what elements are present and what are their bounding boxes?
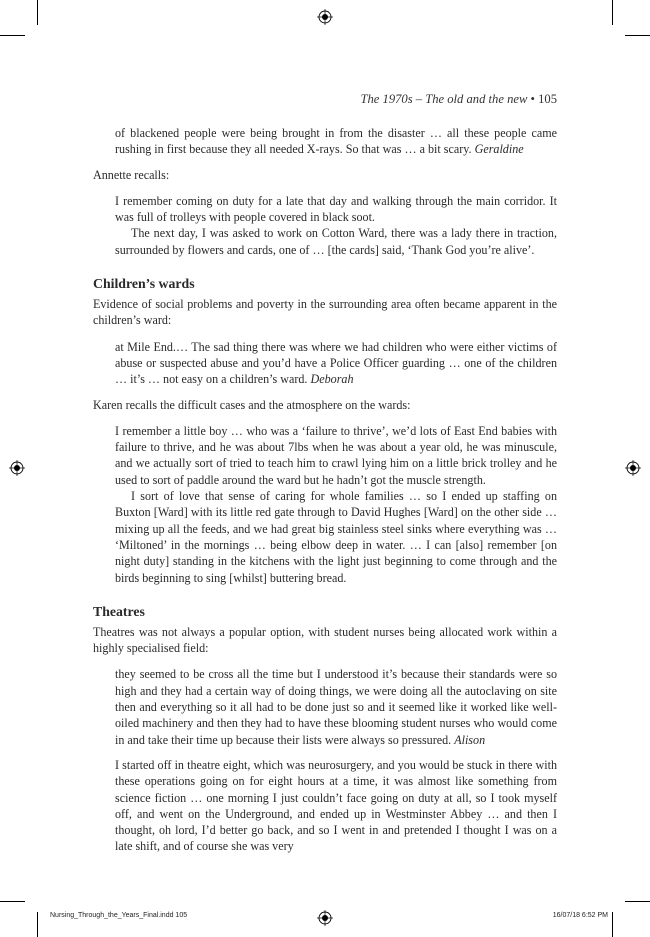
section-heading: Theatres xyxy=(93,603,145,619)
quote-text: they seemed to be cross all the time but I understood it’s because their standards were so high and they had a certain way of doing things, we were doing all the autoclaving on site then and everything so it all had to be done just so and it seemed like it worked like well-oiled machinery and then they had to have these blooming student nurses who would come in and take their time up because their lists were always so pressured. xyxy=(115,667,557,747)
block-quote: I remember coming on duty for a late that day and walking through the main corridor. It was full of trolleys with people covered in black soot. xyxy=(115,193,557,225)
registration-mark-icon xyxy=(317,9,333,25)
block-quote: The next day, I was asked to work on Cotton Ward, there was a lady there in traction, surrounded by flowers and cards, one of … [the cards] said, ‘Thank God you’re alive’. xyxy=(115,226,557,257)
crop-mark xyxy=(37,0,38,25)
crop-mark xyxy=(612,912,613,937)
crop-mark xyxy=(612,0,613,25)
block-quote: I sort of love that sense of caring for whole families … so I ended up staffing on Buxton [Ward] with its little red gate through to David Hughes [Ward] on the other side … mixing up all the feeds, and we had great big stainless steel sinks where everything was … ‘Miltoned’ in the mornings … being elbow deep in water. … I can [also] remember [on night duty] standing in the kitchens with the light just beginning to come through and the birds beginning to sing [whilst] buttering bread. xyxy=(115,489,557,585)
block-quote xyxy=(115,125,557,158)
block-quote: I started off in theatre eight, which was neurosurgery, and you would be stuck in there with these operations going on for eight hours at a time, it was almost like something from science fiction … one morning I just couldn’t face going on duty at all, so I took myself off, and went on the Underground, and ended up in Westminster Abbey … and then I thought, oh lord, I’d better go back, and so I went in and pretended I thought I was on a late shift, and of course she was very xyxy=(115,757,557,854)
slug-date-time: 16/07/18 6:52 PM xyxy=(552,912,608,919)
crop-mark xyxy=(0,901,25,902)
crop-mark xyxy=(0,35,25,36)
block-quote xyxy=(115,666,557,747)
quote-attribution: Deborah xyxy=(310,372,354,387)
block-quote: I remember a little boy … who was a ‘failure to thrive’, we’d lots of East End babies with failure to thrive, and he was about 7lbs when he was about a year old, he was minuscule, and we actually sort of tried to teach him to crawl lying him on a little brick trolley and he used to sort of paddle around the ward but he hadn’t got the muscle strength. xyxy=(115,423,557,487)
paragraph: Karen recalls the difficult cases and the atmosphere on the wards: xyxy=(93,397,411,412)
paragraph: Evidence of social problems and poverty in the surrounding area often became apparent in the children’s ward: xyxy=(93,297,557,328)
registration-mark-icon xyxy=(317,910,333,926)
quote-text: of blackened people were being brought in from the disaster … all these people came rushing in first because they all needed X-rays. So that was … a bit scary. xyxy=(115,126,557,157)
quote-attribution: Geraldine xyxy=(474,142,524,157)
quote-attribution: Alison xyxy=(454,732,486,747)
paragraph: Annette recalls: xyxy=(93,167,170,182)
crop-mark xyxy=(625,35,650,36)
block-quote xyxy=(115,339,557,388)
registration-mark-icon xyxy=(625,460,641,476)
page-body xyxy=(93,125,557,855)
crop-mark xyxy=(37,912,38,937)
running-title: The 1970s – The old and the new xyxy=(360,92,528,106)
registration-mark-icon xyxy=(9,460,25,476)
crop-mark xyxy=(625,901,650,902)
slug-file-name: Nursing_Through_the_Years_Final.indd 105 xyxy=(50,912,188,919)
page-number: 105 xyxy=(538,92,557,106)
bullet-separator: • xyxy=(530,92,535,106)
running-header xyxy=(361,91,558,107)
section-heading: Children’s wards xyxy=(93,276,195,292)
paragraph: Theatres was not always a popular option, with student nurses being allocated work within a highly specialised field: xyxy=(93,624,557,656)
quote-text: at Mile End.… The sad thing there was where we had children who were either victims of abuse or suspected abuse and you’d have a Police Officer guarding … one of the children … it’s … not easy on a children’s ward. xyxy=(115,339,557,387)
